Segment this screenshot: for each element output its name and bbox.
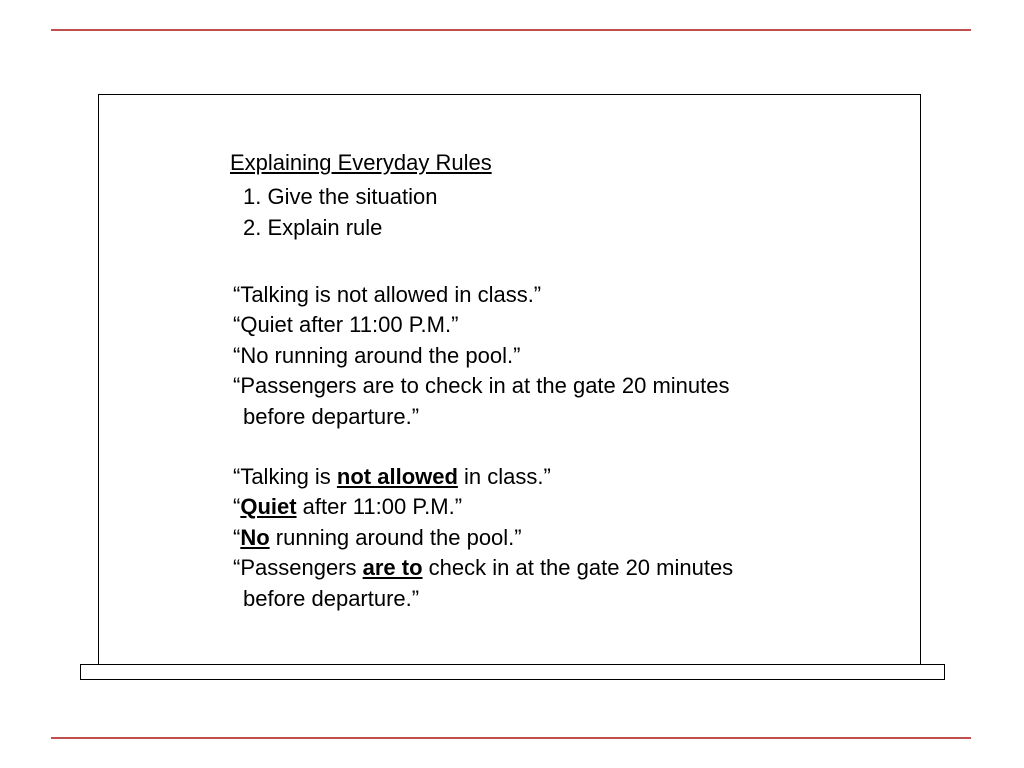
- step-1: 1. Give the situation: [243, 184, 438, 209]
- highlighted-no-after: running around the pool.”: [269, 525, 522, 550]
- highlighted-passengers-after: check in at the gate 20 minutes: [422, 555, 734, 580]
- highlighted-passengers-cont: before departure.”: [243, 586, 420, 611]
- highlighted-quiet: [233, 494, 462, 520]
- key-phrase-are-to: are to: [362, 555, 423, 580]
- step-2: 2. Explain rule: [243, 215, 383, 240]
- highlighted-talking-before: “Talking is: [233, 464, 337, 489]
- whiteboard-ledge: [80, 664, 945, 680]
- highlighted-talking-after: in class.”: [457, 464, 551, 489]
- highlighted-no-before: “: [233, 525, 241, 550]
- example-talking: “Talking is not allowed in class.”: [233, 282, 542, 307]
- key-phrase-quiet: Quiet: [240, 494, 297, 519]
- highlighted-quiet-before: “: [233, 494, 241, 519]
- highlighted-passengers: [233, 555, 733, 581]
- slide-title: Explaining Everyday Rules: [230, 150, 492, 175]
- highlighted-talking: [233, 464, 551, 490]
- key-phrase-not-allowed: not allowed: [336, 464, 458, 489]
- bottom-accent-line: [51, 737, 971, 739]
- example-passengers-cont: before departure.”: [243, 404, 420, 429]
- example-no-running: “No running around the pool.”: [233, 343, 521, 368]
- key-phrase-no: No: [240, 525, 270, 550]
- highlighted-quiet-after: after 11:00 P.M.”: [296, 494, 463, 519]
- example-passengers: “Passengers are to check in at the gate 20 minutes: [233, 373, 730, 398]
- example-quiet: “Quiet after 11:00 P.M.”: [233, 312, 459, 337]
- top-accent-line: [51, 29, 971, 31]
- highlighted-no-running: [233, 525, 522, 551]
- highlighted-passengers-before: “Passengers: [233, 555, 363, 580]
